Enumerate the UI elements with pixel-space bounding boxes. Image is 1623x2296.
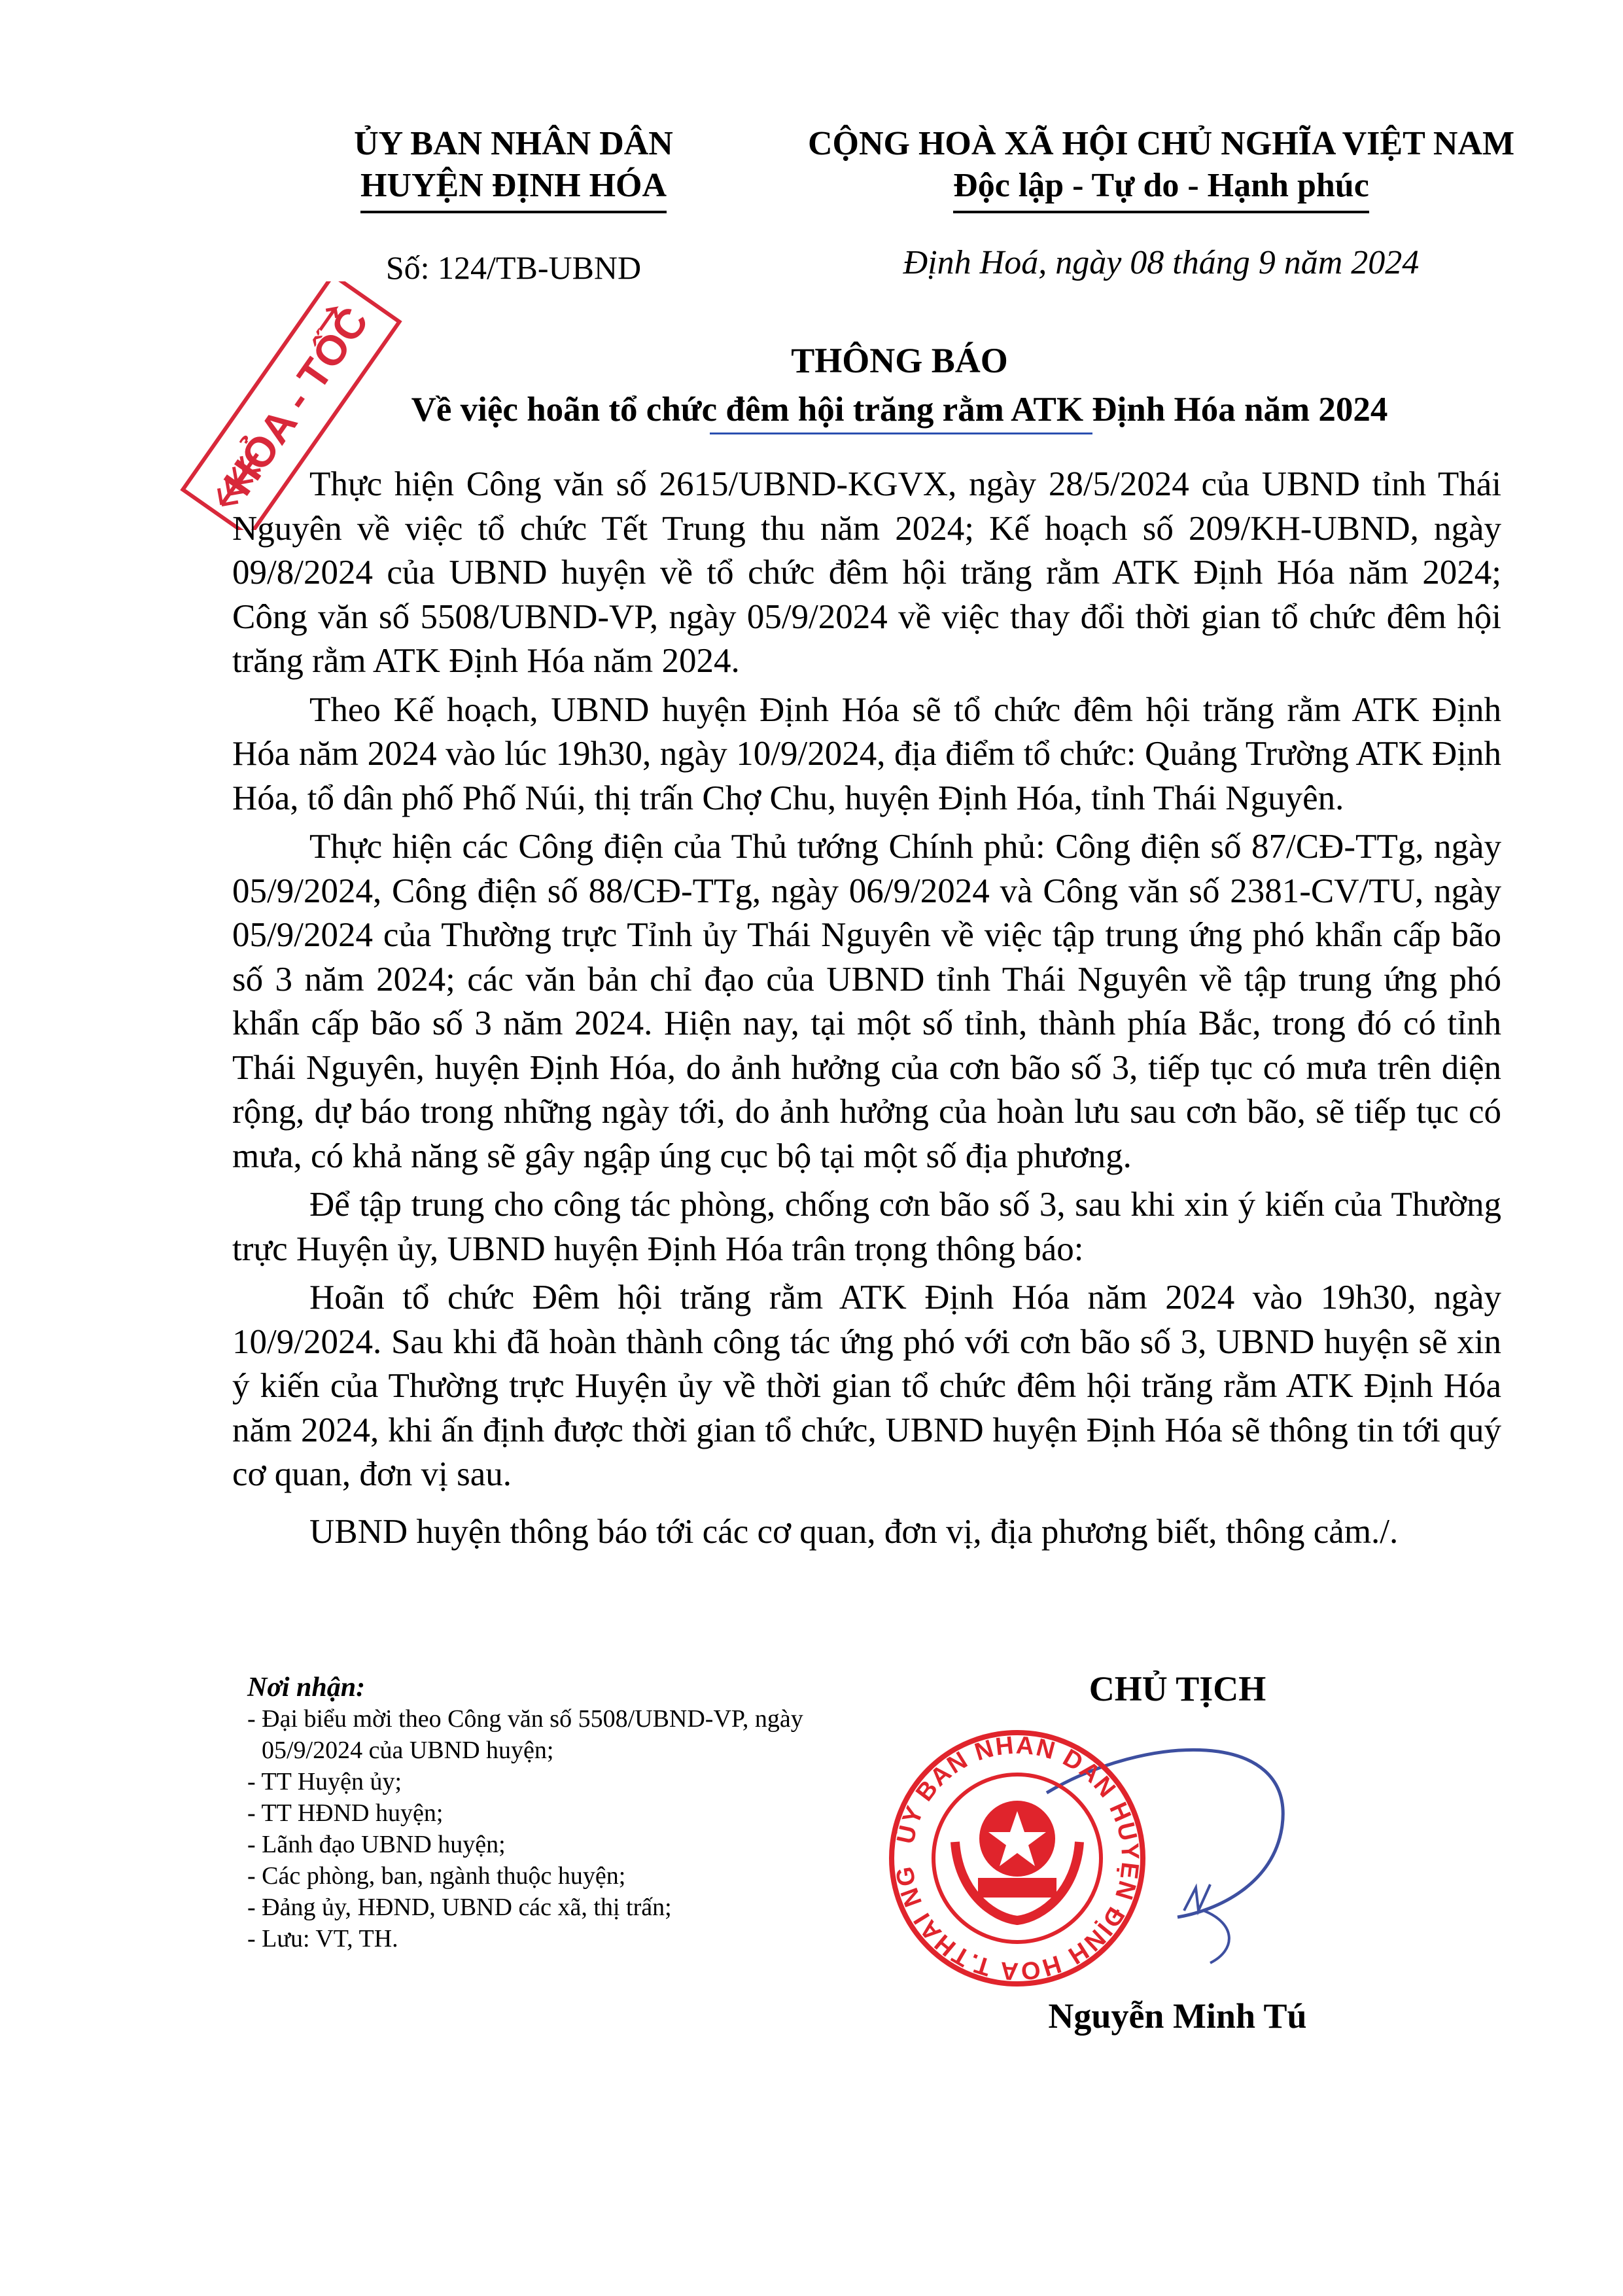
recipient-item: - TT Huyện ủy; xyxy=(247,1768,402,1795)
notice-subject: Về việc hoãn tổ chức đêm hội trăng rằm ATK Định Hóa năm 2024 xyxy=(411,391,1388,429)
signer-name: Nguyễn Minh Tú xyxy=(1048,1996,1307,2036)
paragraph-6: UBND huyện thông báo tới các cơ quan, đơn vị, địa phương biết, thông cảm./. xyxy=(309,1512,1399,1551)
urgent-stamp-text: HỎA - TỐC xyxy=(214,298,378,504)
notice-body xyxy=(232,463,1501,1559)
national-title: CỘNG HOÀ XÃ HỘI CHỦ NGHĨA VIỆT NAM xyxy=(807,125,1515,162)
issuer-block xyxy=(298,123,729,213)
issuer-line1: ỦY BAN NHÂN DÂN xyxy=(354,125,673,162)
national-motto: Độc lập - Tự do - Hạnh phúc xyxy=(953,165,1369,213)
recipients-block xyxy=(247,1672,836,1954)
recipient-item: - TT HĐND huyện; xyxy=(247,1799,444,1827)
seal-text: ỦY BAN NHÂN DÂN HUYỆN ĐỊNH HÓA T.THÁI NG xyxy=(890,1731,1144,1985)
recipient-item: - Đảng ủy, HĐND, UBND các xã, thị trấn; xyxy=(247,1894,672,1921)
official-seal xyxy=(886,1727,1148,1989)
place-date: Định Hoá, ngày 08 tháng 9 năm 2024 xyxy=(903,244,1420,281)
recipient-item: - Các phòng, ban, ngành thuộc huyện; xyxy=(247,1862,626,1890)
paragraph-5: Hoãn tổ chức Đêm hội trăng rằm ATK Định Hóa năm 2024 vào 19h30, ngày 10/9/2024. Sau khi đã hoàn thành công tác ứng phó với cơn bão số 3, UBND huyện sẽ xin ý kiến của Thường trực Huyện ủy về thời gian tổ chức đêm hội trăng rằm ATK Định Hóa năm 2024, khi ấn định được thời gian tổ chức, UBND huyện Định Hóa sẽ thông tin tới quý cơ quan, đơn vị sau. xyxy=(232,1279,1501,1493)
paragraph-2: Theo Kế hoạch, UBND huyện Định Hóa sẽ tổ chức đêm hội trăng rằm ATK Định Hóa năm 2024 vào lúc 19h30, ngày 10/9/2024, địa điểm tổ chức: Quảng Trường ATK Định Hóa, tổ dân phố Phố Núi, thị trấn Chợ Chu, huyện Định Hóa, tỉnh Thái Nguyên. xyxy=(232,690,1501,817)
recipient-item: - Đại biểu mời theo Công văn số 5508/UBND-VP, ngày 05/9/2024 của UBND huyện; xyxy=(247,1705,803,1764)
subject-underline xyxy=(710,433,1092,434)
paragraph-4: Để tập trung cho công tác phòng, chống cơn bão số 3, sau khi xin ý kiến của Thường trực Huyện ủy, UBND huyện Định Hóa trân trọng thông báo: xyxy=(232,1186,1501,1268)
recipient-item: - Lưu: VT, TH. xyxy=(247,1925,398,1952)
paragraph-1: Thực hiện Công văn số 2615/UBND-KGVX, ngày 28/5/2024 của UBND tỉnh Thái Nguyên về việc tổ chức Tết Trung thu năm 2024; Kế hoạch số 209/KH-UBND, ngày 09/8/2024 của UBND huyện về tổ chức đêm hội trăng rằm ATK Định Hóa năm 2024; Công văn số 5508/UBND-VP, ngày 05/9/2024 về việc thay đổi thời gian tổ chức đêm hội trăng rằm ATK Định Hóa năm 2024. xyxy=(232,465,1501,680)
paragraph-3: Thực hiện các Công điện của Thủ tướng Chính phủ: Công điện số 87/CĐ-TTg, ngày 05/9/2024, Công điện số 88/CĐ-TTg, ngày 06/9/2024 và Công văn số 2381-CV/TU, ngày 05/9/2024 của Thường trực Tỉnh ủy Thái Nguyên về việc tập trung ứng phó khẩn cấp bão số 3 năm 2024; các văn bản chỉ đạo của UBND tỉnh Thái Nguyên về tập trung ứng phó khẩn cấp bão số 3 năm 2024. Hiện nay, tại một số tỉnh, thành phía Bắc, trong đó có tỉnh Thái Nguyên, huyện Định Hóa, do ảnh hưởng của cơn bão số 3, tiếp tục có mưa trên diện rộng, dự báo trong những ngày tới, do ảnh hưởng của hoàn lưu sau cơn bão, sẽ tiếp tục có mưa, có khả năng sẽ gây ngập úng cục bộ tại một số địa phương. xyxy=(232,828,1501,1175)
recipients-label: Nơi nhận: xyxy=(247,1672,366,1703)
recipient-item: - Lãnh đạo UBND huyện; xyxy=(247,1831,506,1858)
document-number: Số: 124/TB-UBND xyxy=(385,249,642,286)
signer-position: CHỦ TỊCH xyxy=(1089,1669,1266,1708)
national-header xyxy=(775,123,1547,213)
seal-graphic xyxy=(886,1727,1148,1989)
notice-title: THÔNG BÁO xyxy=(791,341,1008,380)
issuer-line2: HUYỆN ĐỊNH HÓA xyxy=(360,165,667,213)
